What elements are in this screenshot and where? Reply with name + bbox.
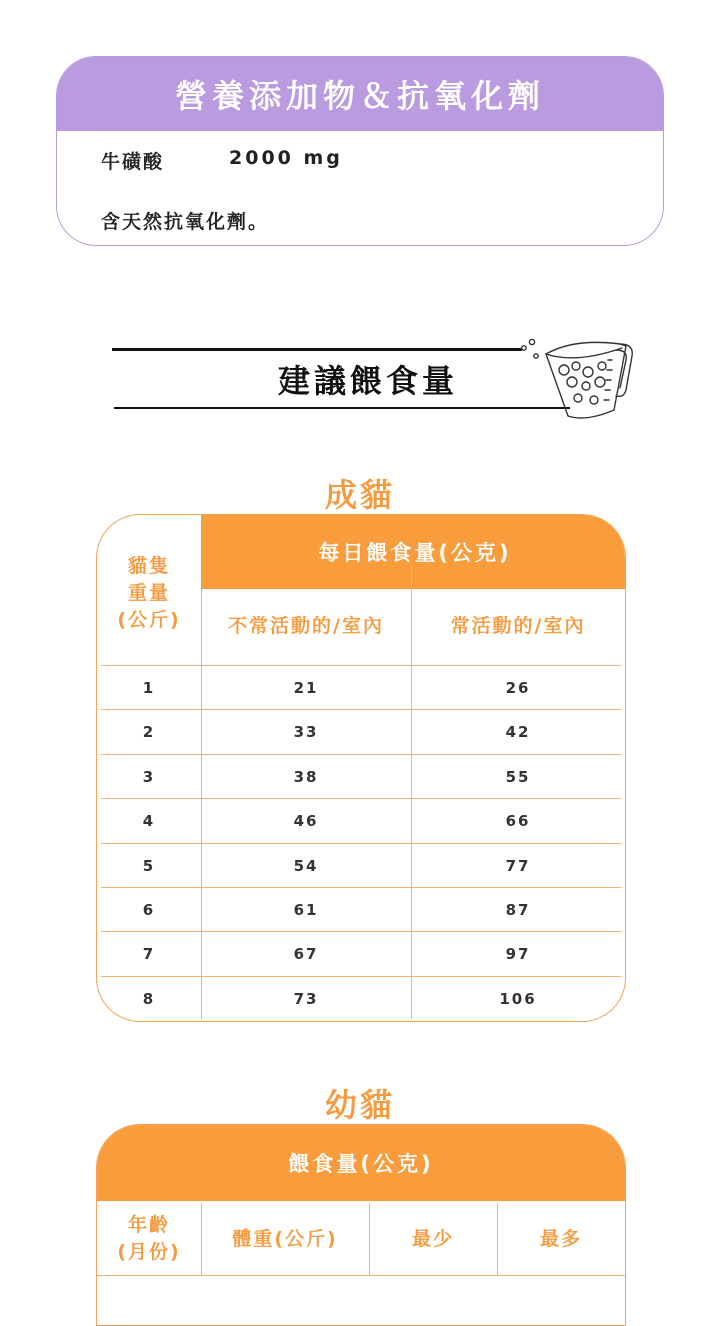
row-divider [101, 887, 621, 888]
row-divider [101, 976, 621, 977]
inactive-amount-cell: 54 [293, 856, 319, 875]
daily-amount-header: 每日餵食量(公克) [201, 515, 626, 589]
row-divider [101, 931, 621, 932]
active-amount-cell: 77 [505, 856, 531, 875]
weight-cell: 2 [142, 723, 156, 742]
inactive-amount-cell: 73 [293, 989, 319, 1008]
active-amount-cell: 87 [505, 901, 531, 919]
adult-feeding-table [96, 514, 626, 1022]
kitten-amount-header: 餵食量(公克) [97, 1125, 625, 1201]
measuring-cup-icon [516, 330, 640, 424]
nutrition-item [101, 147, 343, 174]
age-header [97, 1203, 201, 1275]
age-header-line: (月份) [117, 1241, 181, 1263]
inactive-amount-cell: 61 [293, 901, 319, 919]
minimum-header: 最少 [411, 1227, 454, 1250]
grid-line [497, 1203, 498, 1275]
nutrition-title: 營養添加物＆抗氧化劑 [57, 57, 663, 131]
body-weight-header: 體重(公斤) [232, 1227, 338, 1250]
nutrition-box [56, 56, 664, 246]
nutrition-note: 含天然抗氧化劑。 [101, 211, 270, 233]
nutrition-item-name: 牛磺酸 [101, 151, 165, 173]
divider-bottom [114, 407, 570, 409]
grid-line [97, 1275, 625, 1276]
adult-section-title: 成貓 [324, 476, 395, 514]
nutrition-item-amount: 2000 mg [229, 147, 343, 169]
active-amount-cell: 42 [505, 723, 531, 742]
row-divider [101, 709, 621, 710]
cat-weight-header-line: 貓隻 [127, 555, 170, 577]
weight-cell: 8 [142, 989, 156, 1008]
inactive-amount-cell: 21 [293, 679, 319, 697]
weight-cell: 4 [142, 812, 156, 831]
weight-cell: 3 [142, 767, 156, 786]
age-header-line: 年齡 [127, 1214, 170, 1236]
active-amount-cell: 55 [505, 767, 531, 786]
active-amount-cell: 97 [505, 945, 531, 964]
kitten-feeding-table [96, 1124, 626, 1326]
row-divider [101, 798, 621, 799]
grid-line [201, 1203, 202, 1275]
kitten-section-title: 幼貓 [324, 1086, 395, 1124]
weight-cell: 6 [142, 901, 156, 919]
feeding-title: 建議餵食量 [277, 362, 458, 400]
active-amount-cell: 106 [499, 989, 537, 1008]
maximum-header: 最多 [539, 1227, 582, 1250]
weight-cell: 7 [142, 945, 156, 964]
column-header-inactive: 不常活動的/室內 [228, 615, 384, 637]
active-amount-cell: 26 [505, 679, 531, 697]
weight-cell: 5 [142, 856, 156, 875]
inactive-amount-cell: 67 [293, 945, 319, 964]
inactive-amount-cell: 33 [293, 723, 319, 742]
weight-cell: 1 [142, 679, 156, 697]
inactive-amount-cell: 38 [293, 767, 319, 786]
row-divider [101, 843, 621, 844]
inactive-amount-cell: 46 [293, 812, 319, 831]
cat-weight-header [97, 553, 201, 634]
divider-top [112, 348, 522, 351]
active-amount-cell: 66 [505, 812, 531, 831]
cat-weight-header-line: (公斤) [117, 609, 181, 631]
cat-weight-header-line: 重量 [127, 582, 170, 604]
row-divider [101, 754, 621, 755]
column-header-active: 常活動的/室內 [450, 615, 586, 637]
row-divider [101, 665, 621, 666]
grid-line [369, 1203, 370, 1275]
